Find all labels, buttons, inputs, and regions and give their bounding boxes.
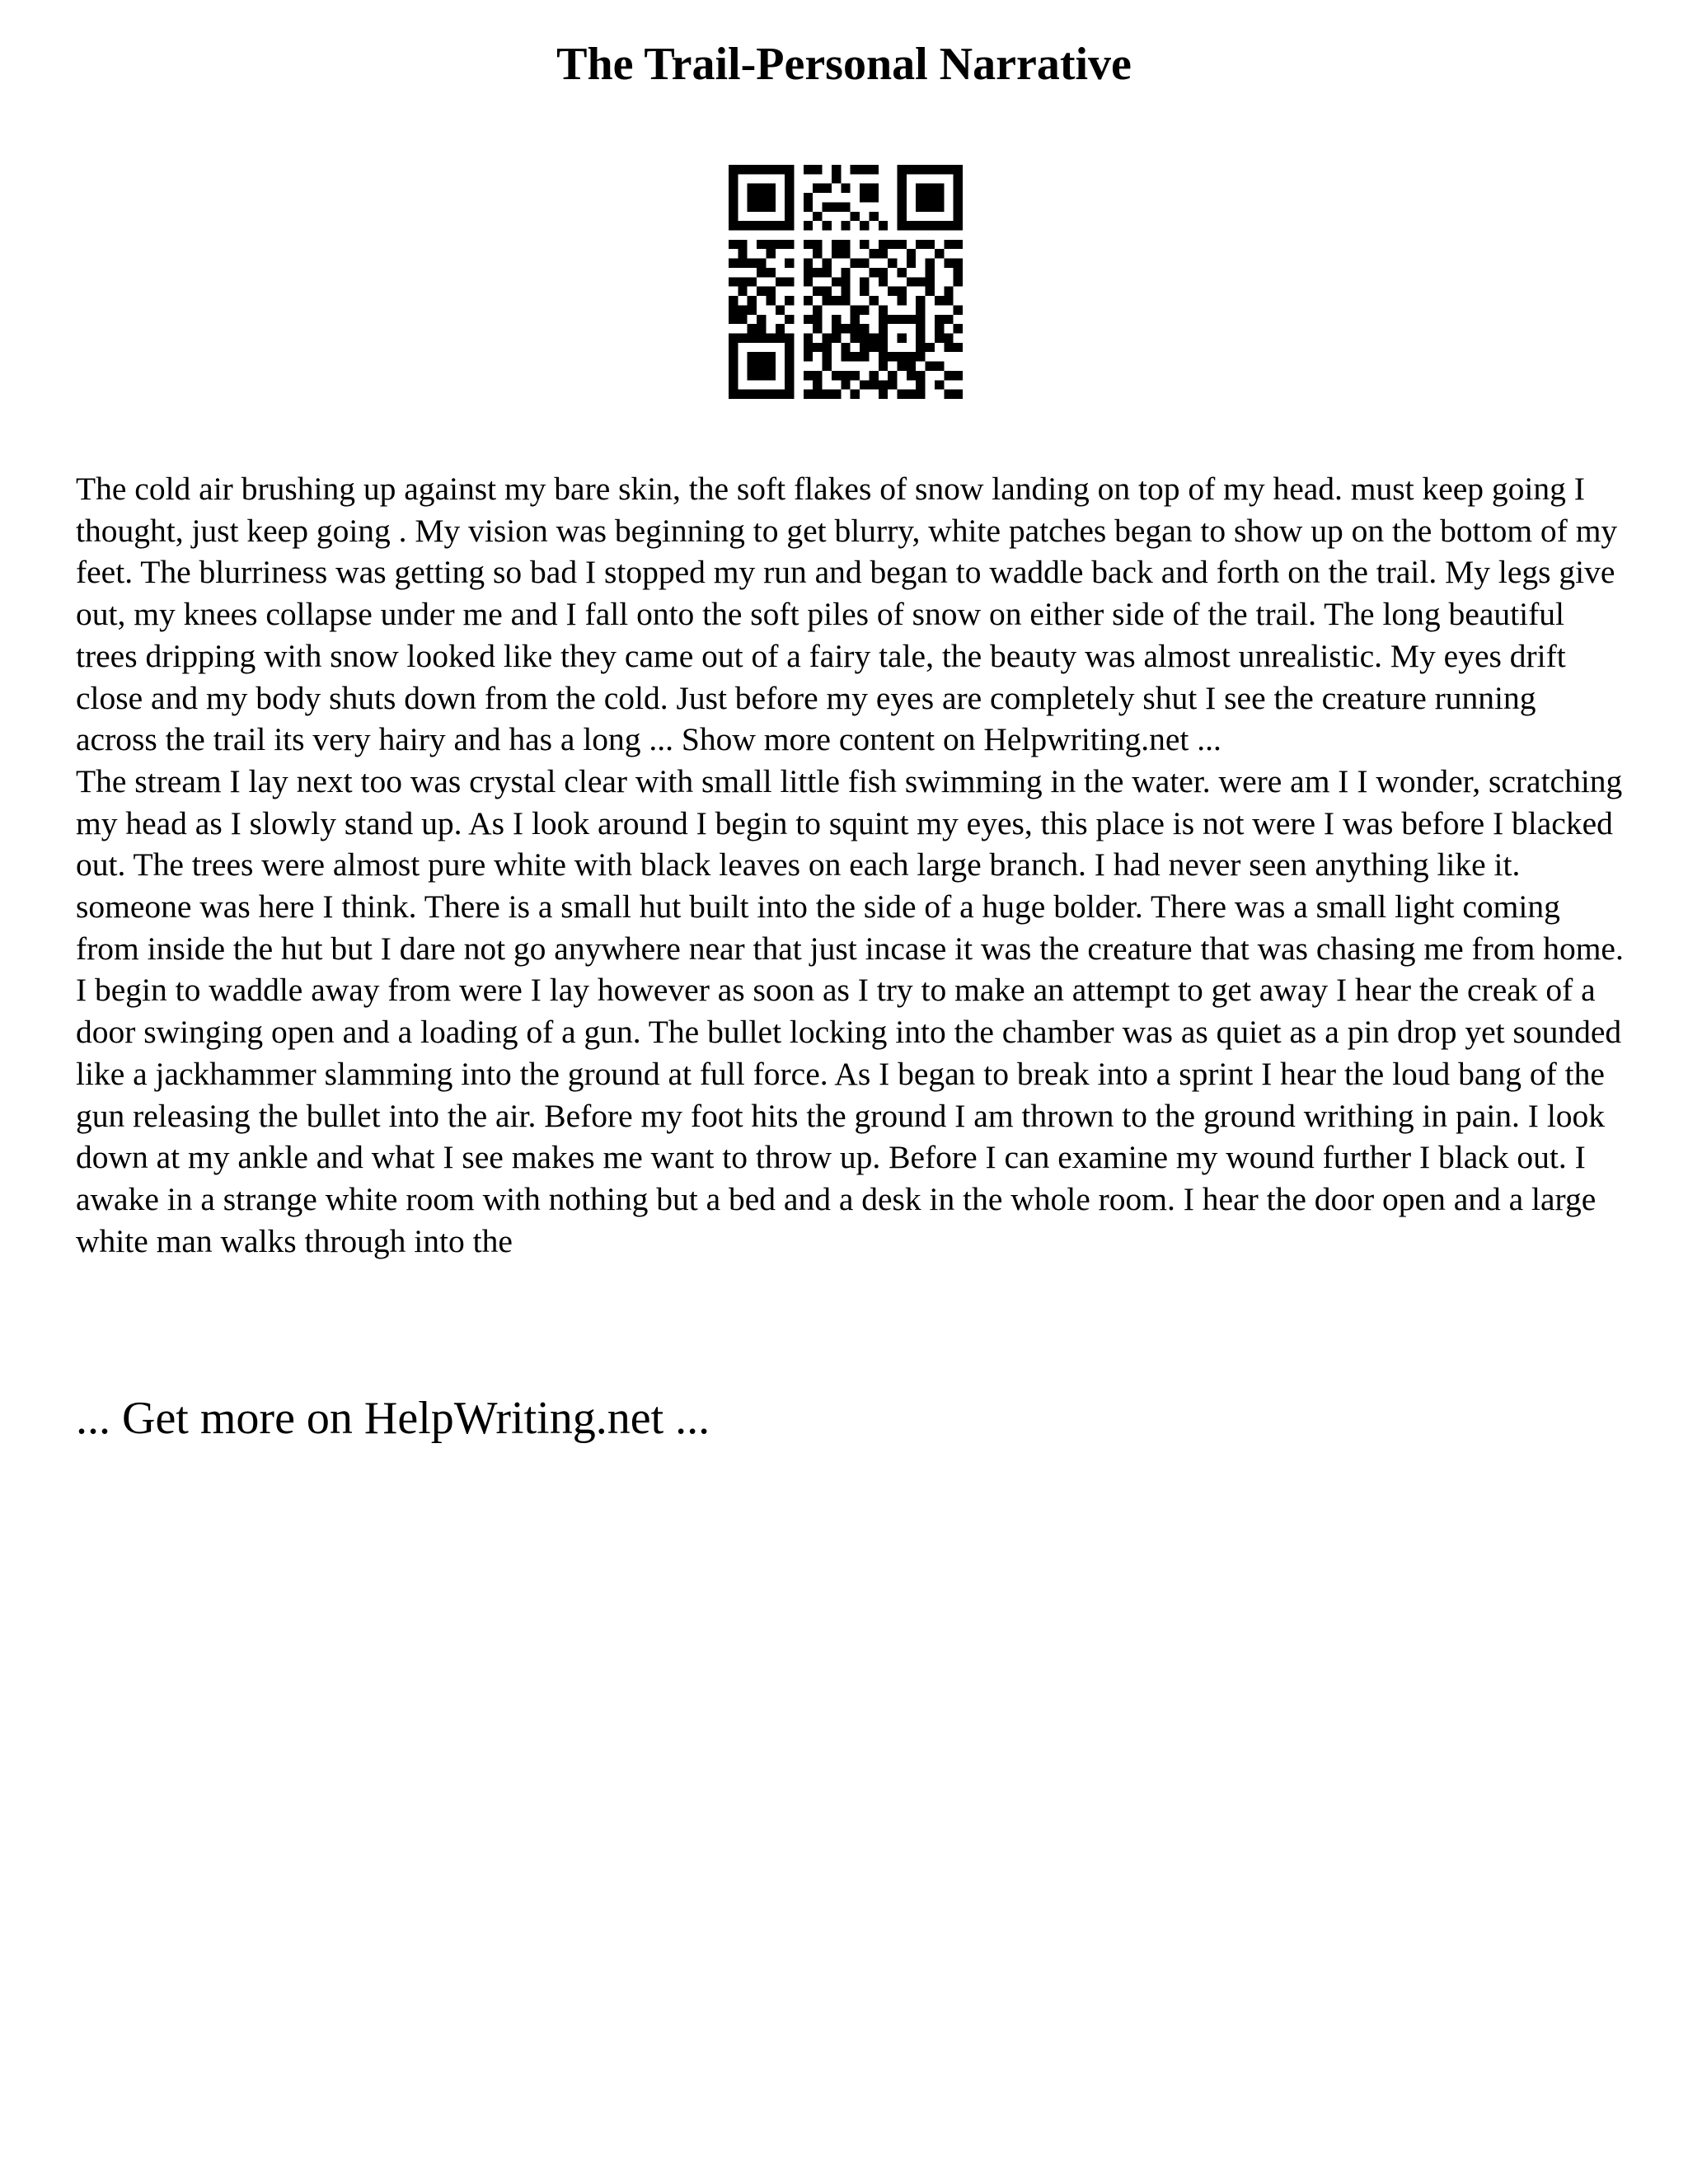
qr-code-graphic: [729, 165, 963, 399]
page-title: The Trail-Personal Narrative: [556, 39, 1132, 90]
get-more-link[interactable]: ... Get more on HelpWriting.net ...: [76, 1393, 710, 1444]
paragraph-1: The cold air brushing up against my bare skin, the soft flakes of snow landing on top of my head. must keep going I thought, just keep going . My vision was beginning to get blurry, white patches began to show up on the bottom of my feet. The blurriness was getting so bad I stopped my run and began to waddle back and forth on the trail. My legs give out, my knees collapse under me and I fall onto the soft piles of snow on either side of the trail. The long beautiful trees dripping with snow looked like they came out of a fairy tale, the beauty was almost unrealistic. My eyes drift close and my body shuts down from the cold. Just before my eyes are completely shut I see the creature running across the trail its very hairy and has a long ... Show more content on Helpwriting.net ...: [76, 471, 1618, 758]
narrative-body: [76, 468, 1625, 1262]
qr-code-icon: [729, 165, 963, 399]
paragraph-2: The stream I lay next too was crystal clear with small little fish swimming in the water. were am I I wonder, scratching my head as I slowly stand up. As I look around I begin to squint my eyes, this place is not were I was before I blacked out. The trees were almost pure white with black leaves on each large branch. I had never seen anything like it. someone was here I think. There is a small hut built into the side of a huge bolder. There was a small light coming from inside the hut but I dare not go anywhere near that just incase it was the creature that was chasing me from home. I begin to waddle away from were I lay however as soon as I try to make an attempt to get away I hear the creak of a door swinging open and a loading of a gun. The bullet locking into the chamber was as quiet as a pin drop yet sounded like a jackhammer slamming into the ground at full force. As I began to break into a sprint I hear the loud bang of the gun releasing the bullet into the air. Before my foot hits the ground I am thrown to the ground writhing in pain. I look down at my ankle and what I see makes me want to throw up. Before I can examine my wound further I black out. I awake in a strange white room with nothing but a bed and a desk in the whole room. I hear the door open and a large white man walks through into the: [76, 762, 1624, 1259]
